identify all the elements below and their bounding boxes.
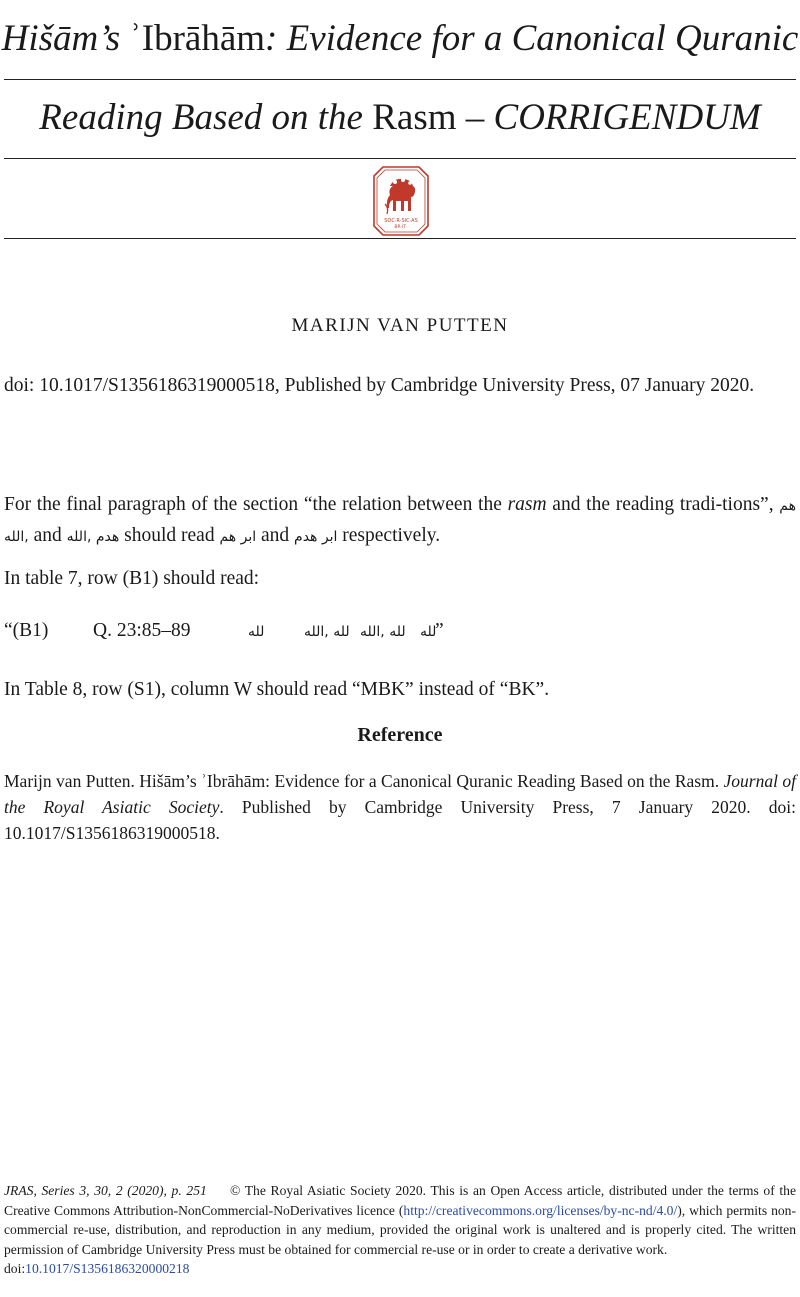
title-part: Rasm [372,97,457,138]
arabic-text: ابر هم [219,529,257,545]
text-span: respectively. [337,525,441,546]
verse-reference: Q. 23:85–89 [93,620,191,641]
table-row-b1 [4,620,796,650]
arabic-text: هدم ,الله [66,529,120,545]
closing-quote: ” [435,620,444,641]
author-name: MARIJN VAN PUTTEN [291,315,509,336]
correction-paragraph-3: In Table 8, row (S1), column W should read “MBK” instead of “BK”. [4,679,550,700]
text-span: and the reading tradi-tions”, [546,494,780,515]
title-part: Reading Based on the [39,97,363,138]
text-span: and [256,525,295,546]
doi-publication-line: doi: 10.1017/S1356186319000518, Published by Cambridge University Press, 07 January 2020. [4,375,755,396]
title-part: ʾIbrāhām [129,18,266,59]
reference-text: . Published by Cambridge University Press, 7 January 2020. doi: 10.1017/S1356186319000518. [4,797,796,843]
arabic-cell: لله [248,624,265,640]
svg-text:BR·IT·: BR·IT· [394,225,408,230]
society-seal-icon [373,166,429,236]
journal-citation: JRAS, Series 3, 30, 2 (2020), p. 251 [4,1183,207,1198]
correction-paragraph-1 [4,490,796,552]
arabic-cell: لله ,الله [360,624,406,640]
arabic-text: هم ,الله [4,498,796,545]
title-rule-middle [4,158,796,159]
rasm-term: rasm [507,494,547,515]
text-span: For the final paragraph of the section “the relation between the [4,494,508,515]
license-text: © The Royal Asiatic Society 2020. This is an Open Access article, distributed under the terms of the Creative Commons Attribution-NonCommercial-NoDerivatives licence ( [4,1183,797,1218]
title-rule-top [4,79,796,80]
row-label: “(B1) [4,620,49,641]
article-title-line-2 [0,96,800,140]
title-rule-bottom [4,238,796,239]
text-span: should read [119,525,220,546]
doi-link[interactable]: 10.1017/S1356186320000218 [25,1261,190,1276]
title-part: : Evidence for a Canonical Quranic [265,18,799,59]
article-title-line-1 [0,17,800,61]
title-part: Hišām’s [1,18,121,59]
reference-text: Marijn van Putten. Hišām’s ʾIbrāhām: Evidence for a Canonical Quranic Reading Based on the Rasm. [4,771,720,791]
journal-name: Journal of the Royal Asiatic Society [4,771,797,817]
doi-label: doi: [4,1261,26,1276]
svg-text:SOC·R·SIC·AS: SOC·R·SIC·AS [384,218,418,224]
text-span: and [28,525,67,546]
license-link[interactable]: http://creativecommons.org/licenses/by-nc-nd/4.0/ [403,1202,678,1218]
title-part: – CORRIGENDUM [456,97,761,138]
license-text: ), which permits non-commercial re-use, distribution, and reproduction in any medium, provided the original work is unaltered and is properly cited. The written permission of Cambridge University Press must be obtained for commercial re-use or in order to create a derivative work. [4,1202,796,1257]
arabic-text: ابر هدم [294,529,338,545]
footer-notice [4,1181,796,1279]
reference-heading: Reference [357,724,443,746]
correction-paragraph-2: In table 7, row (B1) should read: [4,568,260,589]
arabic-cell: لله ,الله [304,624,350,640]
arabic-cell: لله [420,624,437,640]
reference-entry [4,768,796,846]
